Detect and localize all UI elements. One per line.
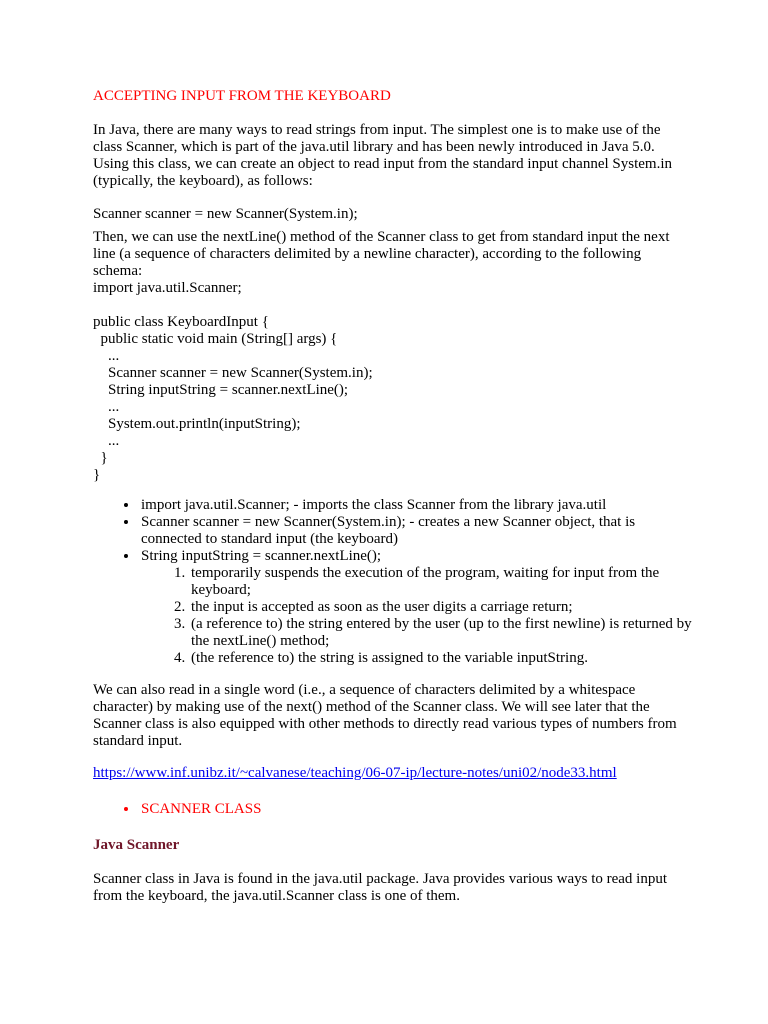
intro-paragraph: In Java, there are many ways to read strings from input. The simplest one is to make use of the class Scanner, which is part of the java.util library and has been newly introduced in Java 5.0. Using this class, we can create an object to read input from the standard input channel System.in (typically, the keyboard), as follows: bbox=[93, 122, 673, 189]
list-item: • String inputString = scanner.nextLine(); 1. temporarily suspends the execution of the program, waiting for input from the keyboard; 2. the input is accepted as soon as the user digits a carriage return; 3. (a reference to) the string entered by the user (up to the first newline) is returned by the nextLine() method; 4. (the reference to) the string is assigned to the variable inputString. bbox=[139, 548, 693, 667]
nextline-paragraph: Then, we can use the nextLine() method of the Scanner class to get from standard input the next line (a sequence of characters delimited by a newline character), according to the following schema: bbox=[93, 229, 670, 279]
list-item: • SCANNER CLASS bbox=[139, 801, 261, 818]
java-scanner-heading: Java Scanner bbox=[93, 837, 180, 853]
numbered-steps bbox=[141, 565, 693, 667]
reference-link[interactable]: https://www.inf.unibz.it/~calvanese/teaching/06-07-ip/lecture-notes/uni02/node33.html bbox=[93, 765, 617, 781]
section-heading: ACCEPTING INPUT FROM THE KEYBOARD bbox=[93, 88, 391, 104]
list-item: 3. (a reference to) the string entered by the user (up to the first newline) is returned by the nextLine() method; bbox=[189, 616, 693, 650]
scanner-class-bullet bbox=[93, 801, 261, 818]
explanation-list bbox=[93, 497, 693, 667]
scanner-code-line: Scanner scanner = new Scanner(System.in); bbox=[93, 206, 358, 222]
list-item: 1. temporarily suspends the execution of the program, waiting for input from the keyboard; bbox=[189, 565, 693, 599]
list-item: 4. (the reference to) the string is assigned to the variable inputString. bbox=[189, 650, 693, 667]
scanner-class-paragraph: Scanner class in Java is found in the java.util package. Java provides various ways to read input from the keyboard, the java.util.Scanner class is one of them. bbox=[93, 871, 668, 904]
list-item: • Scanner scanner = new Scanner(System.in); - creates a new Scanner object, that is connected to standard input (the keyboard) bbox=[139, 514, 693, 548]
next-method-paragraph: We can also read in a single word (i.e., a sequence of characters delimited by a whitespace character) by making use of the next() method of the Scanner class. We will see later that the Scanner class is also equipped with other methods to directly read various types of numbers from standard input. bbox=[93, 682, 677, 749]
list-item: • import java.util.Scanner; - imports the class Scanner from the library java.util bbox=[139, 497, 693, 514]
code-example: import java.util.Scanner; public class KeyboardInput { public static void main (String[] args) { ... Scanner scanner = new Scanner(System.in); String inputString = scanner.nextLine(); ... System.out.println(inputString); ... } } bbox=[93, 280, 373, 483]
list-item: 2. the input is accepted as soon as the user digits a carriage return; bbox=[189, 599, 693, 616]
